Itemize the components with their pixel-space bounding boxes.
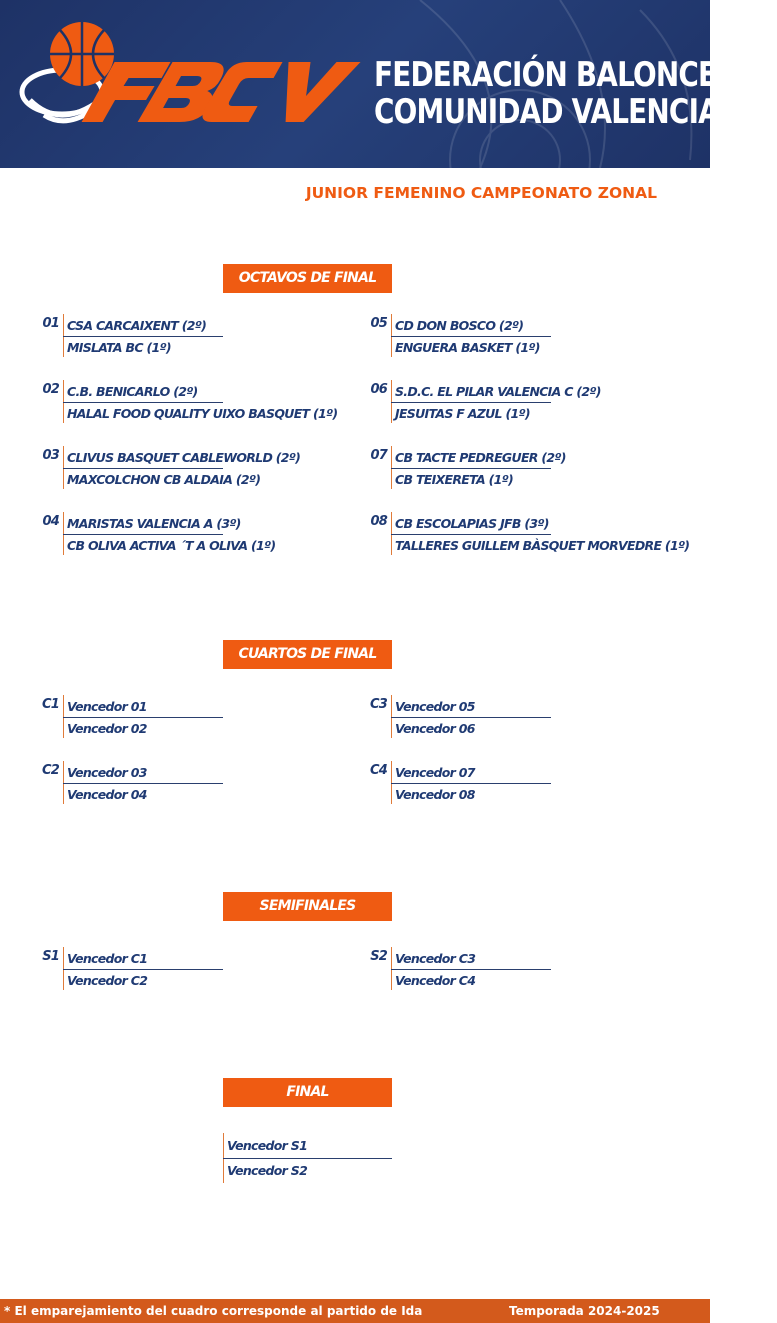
match-code: 03 — [42, 448, 59, 463]
team-away: Vencedor S2 — [227, 1163, 308, 1178]
team-home: CLIVUS BASQUET CABLEWORLD (2º) — [67, 450, 301, 465]
bracket-divider — [63, 402, 223, 403]
team-away: Vencedor 02 — [67, 721, 147, 736]
competition-title: JUNIOR FEMENINO CAMPEONATO ZONAL — [305, 184, 657, 202]
match-code: C4 — [370, 763, 387, 778]
team-away: Vencedor C2 — [67, 973, 148, 988]
round-header-semifinales: SEMIFINALES — [223, 892, 392, 921]
team-home: S.D.C. EL PILAR VALENCIA C (2º) — [395, 384, 601, 399]
team-home: Vencedor C1 — [67, 951, 148, 966]
team-home: Vencedor 03 — [67, 765, 147, 780]
bracket-divider — [63, 468, 223, 469]
bracket-divider — [63, 717, 223, 718]
match-code: 01 — [42, 316, 59, 331]
team-home: MARISTAS VALENCIA A (3º) — [67, 516, 241, 531]
team-home: CB TACTE PEDREGUER (2º) — [395, 450, 566, 465]
footer-season: Temporada 2024-2025 — [509, 1304, 660, 1318]
bracket-divider — [63, 783, 223, 784]
bracket-divider — [391, 969, 551, 970]
match-code: 06 — [370, 382, 387, 397]
match-code: 08 — [370, 514, 387, 529]
team-away: HALAL FOOD QUALITY UIXO BASQUET (1º) — [67, 406, 338, 421]
match-code: S2 — [370, 949, 387, 964]
bracket-divider — [391, 717, 551, 718]
round-header-final: FINAL — [223, 1078, 392, 1107]
team-away: Vencedor 08 — [395, 787, 475, 802]
match-code: C3 — [370, 697, 387, 712]
team-home: Vencedor S1 — [227, 1138, 308, 1153]
match-code: 02 — [42, 382, 59, 397]
match-code: 04 — [42, 514, 59, 529]
match-code: 07 — [370, 448, 387, 463]
team-home: CSA CARCAIXENT (2º) — [67, 318, 207, 333]
team-away: JESUITAS F AZUL (1º) — [395, 406, 530, 421]
team-away: TALLERES GUILLEM BÀSQUET MORVEDRE (1º) — [395, 538, 690, 553]
bracket-divider — [391, 534, 551, 535]
federation-name-line2: COMUNIDAD VALENCIANA — [374, 92, 763, 132]
footer-bar — [0, 1299, 710, 1323]
team-home: Vencedor 05 — [395, 699, 475, 714]
team-home: Vencedor C3 — [395, 951, 476, 966]
team-home: Vencedor 07 — [395, 765, 475, 780]
bracket-divider — [63, 534, 223, 535]
federation-name-line1: FEDERACIÓN BALONCESTO — [374, 55, 777, 95]
bracket-divider — [391, 336, 551, 337]
bracket-divider — [63, 969, 223, 970]
bracket-divider — [391, 402, 551, 403]
team-away: MISLATA BC (1º) — [67, 340, 171, 355]
team-away: Vencedor 04 — [67, 787, 147, 802]
team-away: Vencedor 06 — [395, 721, 475, 736]
bracket-divider — [391, 468, 551, 469]
team-home: C.B. BENICARLO (2º) — [67, 384, 198, 399]
round-header-octavos: OCTAVOS DE FINAL — [223, 264, 392, 293]
match-code: C1 — [42, 697, 59, 712]
team-away: CB TEIXERETA (1º) — [395, 472, 513, 487]
header-banner — [0, 0, 777, 168]
team-home: Vencedor 01 — [67, 699, 147, 714]
team-home: CB ESCOLAPIAS JFB (3º) — [395, 516, 549, 531]
match-code: S1 — [42, 949, 59, 964]
match-code: C2 — [42, 763, 59, 778]
team-away: Vencedor C4 — [395, 973, 476, 988]
bracket-divider — [391, 783, 551, 784]
team-home: CD DON BOSCO (2º) — [395, 318, 524, 333]
team-away: ENGUERA BASKET (1º) — [395, 340, 540, 355]
bracket-divider — [223, 1158, 392, 1159]
bracket-divider — [63, 336, 223, 337]
footer-note: * El emparejamiento del cuadro corresponde al partido de Ida — [4, 1304, 423, 1318]
team-away: CB OLIVA ACTIVA ´T A OLIVA (1º) — [67, 538, 276, 553]
match-code: 05 — [370, 316, 387, 331]
round-header-cuartos: CUARTOS DE FINAL — [223, 640, 392, 669]
team-away: MAXCOLCHON CB ALDAIA (2º) — [67, 472, 261, 487]
